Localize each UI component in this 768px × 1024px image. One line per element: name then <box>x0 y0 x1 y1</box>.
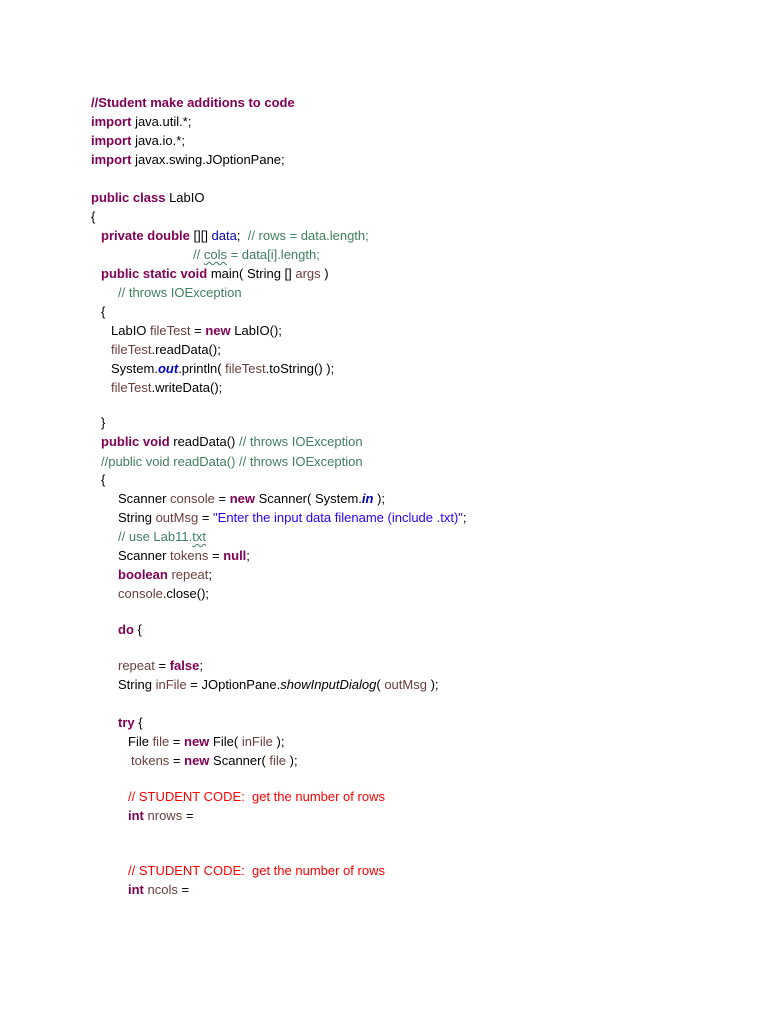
code-token: new <box>184 734 210 749</box>
code-token: null <box>223 548 247 563</box>
code-line <box>111 321 282 340</box>
code-token: inFile <box>241 734 273 749</box>
code-token: { <box>91 209 96 224</box>
code-token: Scanner <box>118 491 171 506</box>
code-token: int <box>128 882 144 897</box>
code-token: { <box>133 622 142 637</box>
code-token: in <box>361 491 374 506</box>
code-token: LabIO <box>165 190 205 205</box>
code-token: fileTest <box>111 380 152 395</box>
code-token: main( String [] <box>207 266 296 281</box>
code-token: = <box>177 882 190 897</box>
code-token: file <box>269 753 287 768</box>
code-token: ; <box>199 658 203 673</box>
code-token: // throws IOException <box>118 285 242 300</box>
code-line <box>91 150 285 169</box>
code-line <box>128 861 385 880</box>
code-line <box>118 713 143 732</box>
code-token: javax.swing.JOptionPane; <box>131 152 285 167</box>
code-token: String <box>118 677 156 692</box>
code-token: fileTest <box>225 361 266 376</box>
code-line <box>128 806 193 825</box>
code-token: = JOptionPane. <box>186 677 281 692</box>
code-token: File <box>128 734 153 749</box>
code-token: { <box>134 715 143 730</box>
code-line <box>91 207 95 226</box>
code-token: = data[i].length; <box>226 247 320 262</box>
code-token: = <box>169 753 185 768</box>
code-token: ncols <box>147 882 178 897</box>
code-line <box>193 245 320 264</box>
code-token: fileTest <box>150 323 191 338</box>
code-line <box>128 880 189 899</box>
code-token: .close(); <box>162 586 210 601</box>
code-token: "Enter the input data filename (include .txt)" <box>213 510 463 525</box>
code-token: double <box>147 228 190 243</box>
code-token: System. <box>111 361 158 376</box>
code-token: new <box>229 491 255 506</box>
code-token: import <box>91 114 132 129</box>
code-token: } <box>101 415 106 430</box>
code-token: LabIO(); <box>230 323 282 338</box>
code-line <box>118 508 467 527</box>
code-line <box>101 413 105 432</box>
code-token: nrows <box>147 808 183 823</box>
code-token: repeat <box>171 567 209 582</box>
code-token: tokens <box>170 548 209 563</box>
code-token: .readData(); <box>151 342 221 357</box>
code-token: outMsg <box>384 677 427 692</box>
code-token: Scanner( <box>209 753 270 768</box>
code-token: Scanner( System. <box>254 491 362 506</box>
code-token: = <box>154 658 170 673</box>
code-token: console <box>118 586 163 601</box>
code-line <box>118 546 250 565</box>
code-token: = <box>198 510 214 525</box>
code-token: out <box>157 361 179 376</box>
code-token: java.io.*; <box>131 133 185 148</box>
code-token: java.util.*; <box>131 114 192 129</box>
code-token: void <box>142 434 170 449</box>
code-token: // use Lab11. <box>118 529 193 544</box>
code-token: class <box>132 190 166 205</box>
code-token: ( <box>376 677 385 692</box>
code-line <box>128 732 284 751</box>
code-token: String <box>118 510 156 525</box>
code-token: Scanner <box>118 548 171 563</box>
code-token: new <box>205 323 231 338</box>
code-line <box>111 378 222 397</box>
code-token: //public void readData() // throws IOException <box>101 454 363 469</box>
code-token: console <box>170 491 215 506</box>
code-token: File( <box>209 734 242 749</box>
code-token: .println( <box>178 361 226 376</box>
code-token: try <box>118 715 135 730</box>
code-token: fileTest <box>111 342 152 357</box>
code-token: ; <box>236 228 248 243</box>
code-line <box>101 264 329 283</box>
code-token: import <box>91 152 132 167</box>
code-line <box>101 226 369 245</box>
code-token: = <box>208 548 224 563</box>
code-token: = <box>190 323 206 338</box>
code-token: = <box>182 808 194 823</box>
code-token: void <box>180 266 208 281</box>
code-token: public <box>101 266 140 281</box>
code-line <box>118 620 142 639</box>
code-token: args <box>295 266 321 281</box>
code-token: int <box>128 808 144 823</box>
code-token: file <box>152 734 170 749</box>
code-token: .toString() ); <box>265 361 335 376</box>
code-token: //Student make additions to code <box>91 95 295 110</box>
code-line <box>91 112 191 131</box>
code-token: ; <box>246 548 250 563</box>
code-token: ; <box>462 510 467 525</box>
code-token: = <box>169 734 185 749</box>
code-token: import <box>91 133 132 148</box>
code-token: public <box>91 190 130 205</box>
code-line <box>111 340 221 359</box>
code-token: tokens <box>131 753 170 768</box>
code-token: outMsg <box>155 510 199 525</box>
code-token: ); <box>426 677 439 692</box>
code-token: data <box>211 228 237 243</box>
code-token: cols <box>203 247 227 262</box>
code-token: txt <box>192 529 206 544</box>
code-line <box>118 675 439 694</box>
code-token: repeat <box>118 658 155 673</box>
code-token: LabIO <box>111 323 151 338</box>
code-line <box>128 787 385 806</box>
code-token: { <box>101 304 106 319</box>
code-line <box>118 489 385 508</box>
code-token: ); <box>286 753 298 768</box>
code-line <box>91 188 204 207</box>
code-line <box>91 93 295 112</box>
code-line <box>101 302 105 321</box>
code-token: new <box>184 753 210 768</box>
code-token: // rows = data.length; <box>247 228 369 243</box>
code-token: false <box>169 658 200 673</box>
code-token: readData() <box>169 434 240 449</box>
code-token: inFile <box>155 677 187 692</box>
code-token: public <box>101 434 140 449</box>
code-line <box>131 751 298 770</box>
code-token: static <box>142 266 177 281</box>
code-token: = <box>214 491 230 506</box>
code-token: // STUDENT CODE: get the number of rows <box>128 863 385 878</box>
code-line <box>118 565 212 584</box>
code-token: // <box>193 247 204 262</box>
code-line <box>111 359 334 378</box>
code-token: { <box>101 472 106 487</box>
code-line <box>91 131 185 150</box>
code-token: .writeData(); <box>151 380 223 395</box>
code-line <box>101 470 105 489</box>
code-token: showInputDialog <box>280 677 377 692</box>
code-line <box>118 656 203 675</box>
code-token: [][] <box>189 228 212 243</box>
code-line <box>101 432 363 451</box>
code-token: ); <box>272 734 285 749</box>
code-line <box>118 527 206 546</box>
code-token: ; <box>208 567 212 582</box>
code-line <box>118 283 242 302</box>
code-token: // throws IOException <box>239 434 363 449</box>
code-token: private <box>101 228 144 243</box>
code-token: // STUDENT CODE: get the number of rows <box>128 789 385 804</box>
code-token: ); <box>373 491 386 506</box>
code-line <box>101 452 363 471</box>
code-token: do <box>118 622 134 637</box>
code-line <box>118 584 209 603</box>
code-token: boolean <box>118 567 168 582</box>
code-token: ) <box>320 266 329 281</box>
